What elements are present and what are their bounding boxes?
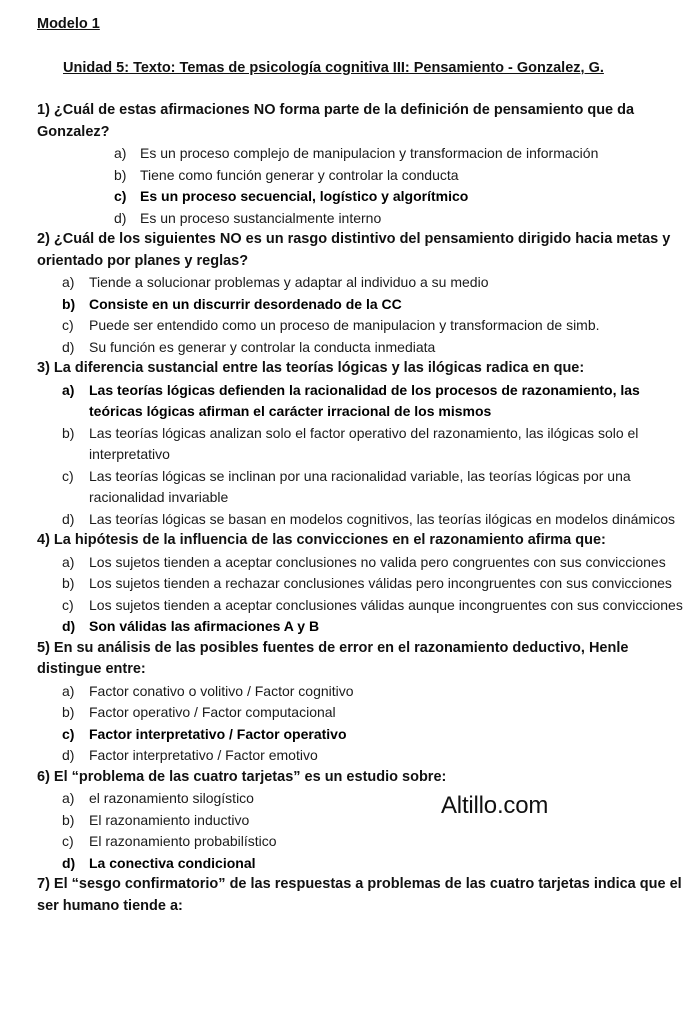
options-3 [0, 380, 700, 531]
watermark-text: Altillo.com [441, 792, 549, 819]
option-6b: b) El razonamiento inductivo [62, 811, 250, 828]
questions-list [0, 100, 700, 917]
option-2c: c) Puede ser entendido como un proceso de manipulacion y transformacion de simb. [62, 317, 600, 333]
option-2b-correct: b) Consiste en un discurrir desordenado de la CC [62, 295, 402, 312]
option-1b: b) Tiene como función generar y controlar la conducta [114, 166, 459, 183]
question-3: 3) La diferencia sustancial entre las teorías lógicas y las ilógicas radica en que: [37, 360, 585, 376]
unit-title: Unidad 5: Texto: Temas de psicología cognitiva III: Pensamiento - Gonzalez, G. [63, 60, 604, 76]
option-1a: a) Es un proceso complejo de manipulacion y transformacion de información [114, 145, 599, 161]
option-4b: b) Los sujetos tienden a rechazar conclusiones válidas pero incongruentes con sus convicciones [62, 575, 672, 591]
option-1c-correct: c) Es un proceso secuencial, logístico y algorítmico [114, 188, 469, 204]
option-5b: b) Factor operativo / Factor computacional [62, 704, 336, 720]
model-title: Modelo 1 [37, 16, 100, 32]
question-6: 6) El “problema de las cuatro tarjetas” es un estudio sobre: [37, 768, 447, 785]
question-1: 1) ¿Cuál de estas afirmaciones NO forma parte de la definición de pensamiento que da Gonzalez? [37, 102, 635, 140]
question-2: 2) ¿Cuál de los siguientes NO es un rasgo distintivo del pensamiento dirigido hacia metas y orientado por planes y reglas? [37, 231, 671, 269]
option-4a: a) Los sujetos tienden a aceptar conclusiones no valida pero congruentes con sus convicciones [62, 553, 666, 570]
options-5 [0, 681, 700, 767]
option-6d-correct: d) La conectiva condicional [62, 854, 256, 871]
option-3d: d) Las teorías lógicas se basan en modelos cognitivos, las teorías ilógicas en modelos dinámicos [62, 510, 675, 527]
question-5: 5) En su análisis de las posibles fuentes de error en el razonamiento deductivo, Henle distingue entre: [37, 639, 629, 677]
option-3c: c) Las teorías lógicas se inclinan por una racionalidad variable, las teorías lógicas por una racionalidad invariable [62, 467, 631, 505]
option-6c: c) El razonamiento probabilístico [62, 833, 277, 849]
option-1d: d) Es un proceso sustancialmente interno [114, 209, 382, 226]
option-2d: d) Su función es generar y controlar la conducta inmediata [62, 338, 436, 355]
options-4 [0, 552, 700, 638]
options-6 [0, 788, 700, 874]
question-4: 4) La hipótesis de la influencia de las convicciones en el razonamiento afirma que: [37, 532, 606, 548]
option-2a: a) Tiende a solucionar problemas y adaptar al individuo a su medio [62, 274, 489, 290]
option-5a: a) Factor conativo o volitivo / Factor cognitivo [62, 682, 354, 699]
option-3a-correct: a) Las teorías lógicas defienden la racionalidad de los procesos de razonamiento, las teóricas lógicas afirman el carácter irracional de los mismos [62, 381, 640, 419]
option-6a: a) el razonamiento silogístico [62, 790, 254, 806]
question-7: 7) El “sesgo confirmatorio” de las respuestas a problemas de las cuatro tarjetas indica que el ser humano tiende a: [37, 876, 682, 914]
option-4c: c) Los sujetos tienden a aceptar conclusiones válidas aunque incongruentes con sus convicciones [62, 596, 683, 613]
option-4d-correct: d) Son válidas las afirmaciones A y B [62, 618, 320, 634]
option-5c-correct: c) Factor interpretativo / Factor operativo [62, 725, 347, 742]
options-2 [0, 272, 700, 358]
option-5d: d) Factor interpretativo / Factor emotivo [62, 747, 318, 763]
options-1 [0, 143, 700, 229]
option-3b: b) Las teorías lógicas analizan solo el factor operativo del razonamiento, las ilógicas solo el interpretativo [62, 424, 639, 462]
